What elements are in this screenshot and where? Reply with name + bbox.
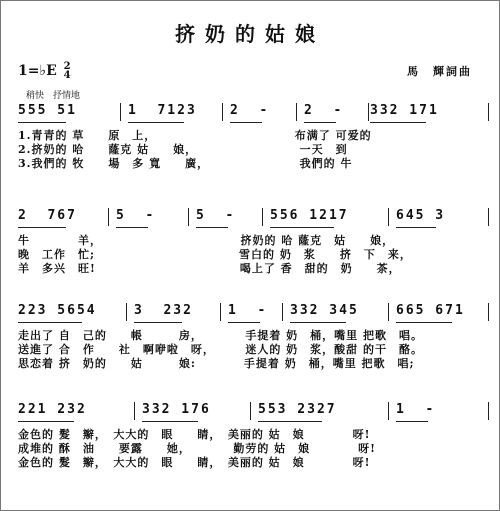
- bar-line: [368, 103, 369, 121]
- bar-line: [488, 103, 489, 121]
- note-group: 332 345: [290, 303, 359, 318]
- bar-line: [296, 103, 297, 121]
- bar-line: [388, 303, 389, 321]
- note-group: 665 671: [396, 303, 465, 318]
- lyric-line: 晚 工作 忙; 雪白的 奶 浆 挤 下 来，: [18, 248, 412, 261]
- beam-line: [18, 122, 66, 123]
- note-group: 332 176: [142, 402, 211, 417]
- bar-line: [188, 208, 189, 226]
- lyric-line: 羊 多兴 旺! 喝上了 香 甜的 奶 茶，: [18, 262, 401, 275]
- note-group: 645 3: [396, 208, 446, 223]
- tempo-marking: 稍快 抒情地: [26, 91, 81, 101]
- beam-line: [230, 122, 262, 123]
- beam-line: [128, 122, 184, 123]
- beam-line: [134, 322, 182, 323]
- time-numerator: 2: [63, 61, 71, 72]
- note-group: 1 -: [396, 402, 436, 417]
- note-group: 2 767: [18, 208, 77, 223]
- beam-line: [18, 227, 66, 228]
- lyric-line: 成堆的 酥 油 要露 她， 勤劳的 姑 娘 呀!: [18, 442, 376, 455]
- song-title: 挤奶的姑娘: [175, 22, 325, 46]
- bar-line: [126, 303, 127, 321]
- beam-line: [18, 421, 74, 422]
- beam-line: [228, 322, 260, 323]
- bar-line: [388, 402, 389, 420]
- beam-line: [304, 122, 336, 123]
- lyric-line: 牛 羊， 挤奶的 哈 蕯克 姑 娘，: [18, 234, 395, 247]
- beam-line: [290, 322, 346, 323]
- key-label: 1=♭E: [18, 63, 57, 79]
- note-group: 2 -: [230, 103, 270, 118]
- note-group: 2 -: [304, 103, 344, 118]
- note-group: 332 171: [370, 103, 439, 118]
- lyric-line: 3.我們的 牧 場 多 寬 廣， 我們的 牛: [18, 157, 353, 170]
- beam-line: [370, 122, 426, 123]
- lyric-line: 送進了 合 作 社 啊咿啦 呀， 迷人的 奶 浆，酸甜 的干 酪。: [18, 343, 423, 356]
- lyric-line: 2.挤奶的 哈 蕯克 姑 娘， 一天 到: [18, 143, 348, 156]
- time-signature: [64, 62, 71, 80]
- lyric-line: 1.青青的 草 原 上， 布满了 可爱的: [18, 129, 372, 142]
- lyric-line: 金色的 髮 辮， 大大的 眼 睛， 美丽的 姑 娘 呀!: [18, 428, 371, 441]
- beam-line: [142, 421, 198, 422]
- bar-line: [388, 208, 389, 226]
- beam-line: [18, 322, 82, 323]
- bar-line: [222, 103, 223, 121]
- beam-line: [196, 227, 228, 228]
- note-group: 223 5654: [18, 303, 97, 318]
- bar-line: [488, 208, 489, 226]
- note-group: 1 7123: [128, 103, 197, 118]
- bar-line: [134, 402, 135, 420]
- note-group: 555 51: [18, 103, 77, 118]
- bar-line: [262, 208, 263, 226]
- note-group: 5 -: [196, 208, 236, 223]
- lyric-line: 思恋着 挤 奶的 姑 娘: 手提着 奶 桶，嘴里 把歌 唱;: [18, 357, 415, 370]
- key-signature: [18, 62, 71, 80]
- lyric-line: 金色的 髮 辮， 大大的 眼 睛， 美丽的 姑 娘 呀!: [18, 456, 371, 469]
- time-denominator: 4: [63, 70, 71, 81]
- bar-line: [220, 303, 221, 321]
- bar-line: [120, 103, 121, 121]
- bar-line: [488, 402, 489, 420]
- bar-line: [282, 303, 283, 321]
- note-group: 1 -: [228, 303, 268, 318]
- beam-line: [116, 227, 148, 228]
- beam-line: [258, 421, 322, 422]
- composer-credit: 馬 輝詞曲: [407, 65, 472, 78]
- lyric-line: 走出了 自 己的 帳 房， 手提着 奶 桶，嘴里 把歌 唱。: [18, 329, 423, 342]
- beam-line: [396, 322, 452, 323]
- note-group: 556 1217: [270, 208, 349, 223]
- beam-line: [396, 421, 428, 422]
- beam-line: [396, 227, 436, 228]
- note-group: 3 232: [134, 303, 193, 318]
- note-group: 5 -: [116, 208, 156, 223]
- note-group: 553 2327: [258, 402, 337, 417]
- note-group: 221 232: [18, 402, 87, 417]
- beam-line: [270, 227, 334, 228]
- bar-line: [250, 402, 251, 420]
- bar-line: [108, 208, 109, 226]
- bar-line: [488, 303, 489, 321]
